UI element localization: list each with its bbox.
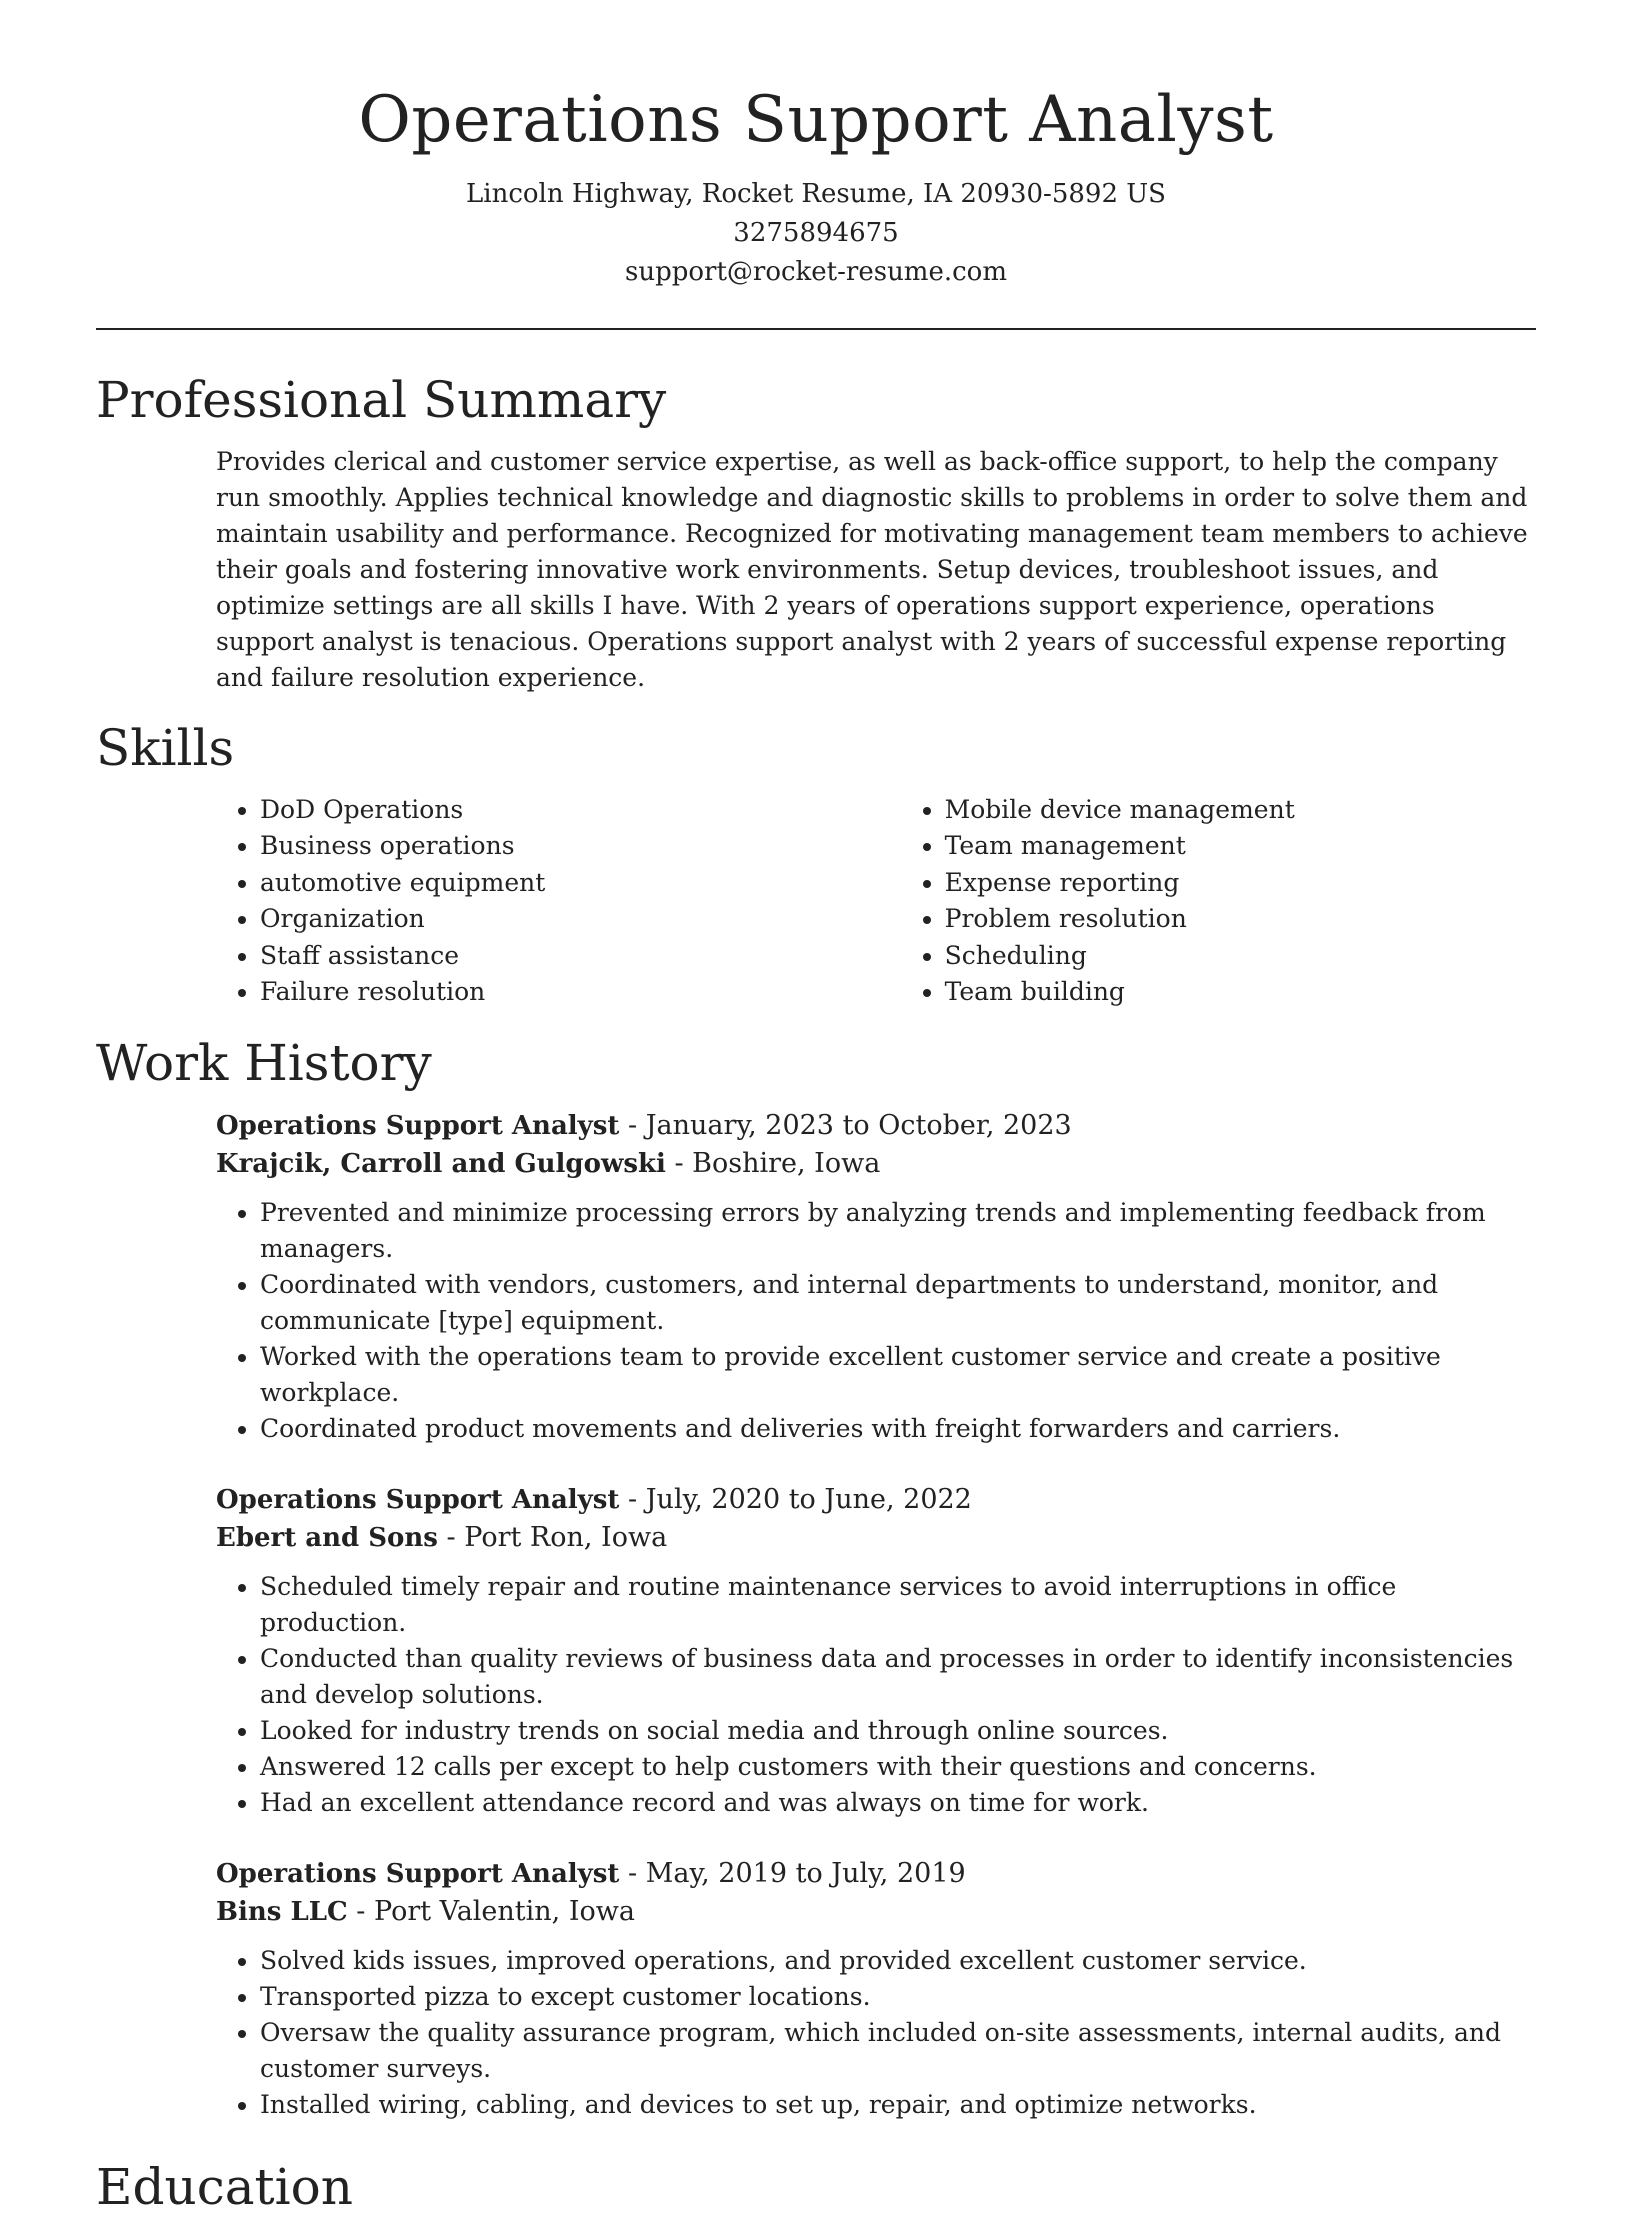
header-divider [96,328,1536,330]
skills-list-right [901,792,1536,1011]
job-entry [216,1855,1536,2123]
job-title-line: Operations Support Analyst - January, 2023 to October, 2023 [216,1109,1072,1141]
job-title-line: Operations Support Analyst - May, 2019 to July, 2019 [216,1857,966,1889]
skill-item: • Mobile device management [945,792,1536,829]
job-title-line: Operations Support Analyst - July, 2020 to June, 2022 [216,1483,972,1515]
job-bullet: • Scheduled timely repair and routine maintenance services to avoid interruptions in office production. [260,1569,1536,1641]
work-history-heading: Work History [96,1033,432,1092]
contact-address: Lincoln Highway, Rocket Resume, IA 20930-5892 US [466,178,1166,209]
job-bullet: • Oversaw the quality assurance program, which included on-site assessments, internal audits, and customer surveys. [260,2015,1536,2087]
job-bullet: • Worked with the operations team to provide excellent customer service and create a positive workplace. [260,1339,1536,1411]
job-bullets [216,1569,1536,1821]
work-history-section [96,1033,1536,2123]
job-dates: May, 2019 to July, 2019 [645,1857,966,1889]
job-title: Operations Support Analyst [216,1110,620,1141]
summary-section [96,370,1536,696]
skills-heading: Skills [96,718,235,777]
candidate-title: Operations Support Analyst [358,83,1274,157]
resume-header [96,0,1536,292]
job-company-line: Krajcik, Carroll and Gulgowski - Boshire, Iowa [216,1147,881,1179]
job-bullet: • Transported pizza to except customer locations. [260,1979,1536,2015]
job-entry [216,1107,1536,1447]
skill-item: • Expense reporting [945,865,1536,902]
resume-page [96,0,1536,2231]
job-bullets [216,1943,1536,2123]
job-company: Ebert and Sons [216,1522,438,1553]
education-heading: Education [96,2157,353,2216]
skill-item: • DoD Operations [260,792,901,829]
skill-item: • automotive equipment [260,865,901,902]
job-dates: January, 2023 to October, 2023 [645,1109,1072,1141]
summary-heading: Professional Summary [96,370,667,429]
job-dates: July, 2020 to June, 2022 [645,1483,972,1515]
skill-item: • Business operations [260,828,901,865]
education-section [96,2157,1536,2217]
contact-email: support@rocket-resume.com [624,256,1007,287]
summary-text: Provides clerical and customer service expertise, as well as back-office support, to help the company run smoothly. Applies technical knowledge and diagnostic skills to problems in order to solve them and maintain usability and performance. Recognized for motivating management team members to achieve their goals and fostering innovative work environments. Setup devices, troubleshoot issues, and optimize settings are all skills I have. With 2 years of operations support experience, operations support analyst is tenacious. Operations support analyst with 2 years of successful expense reporting and failure resolution experience. [216,446,1528,692]
job-company: Krajcik, Carroll and Gulgowski [216,1148,666,1179]
job-location: Port Ron, Iowa [464,1521,668,1553]
skills-list-left [216,792,901,1011]
job-bullet: • Answered 12 calls per except to help customers with their questions and concerns. [260,1749,1536,1785]
skill-item: • Staff assistance [260,938,901,975]
skill-item: • Failure resolution [260,974,901,1011]
job-location: Port Valentin, Iowa [374,1895,635,1927]
job-bullet: • Conducted than quality reviews of business data and processes in order to identify inconsistencies and develop solutions. [260,1641,1536,1713]
contact-phone: 3275894675 [733,217,899,248]
skill-item: • Team building [945,974,1536,1011]
job-bullet: • Prevented and minimize processing errors by analyzing trends and implementing feedback from managers. [260,1195,1536,1267]
job-company-line: Ebert and Sons - Port Ron, Iowa [216,1521,668,1553]
job-entry [216,1481,1536,1821]
job-title: Operations Support Analyst [216,1858,620,1889]
job-company: Bins LLC [216,1896,348,1927]
job-bullet: • Coordinated product movements and deliveries with freight forwarders and carriers. [260,1411,1536,1447]
job-company-line: Bins LLC - Port Valentin, Iowa [216,1895,635,1927]
job-title: Operations Support Analyst [216,1484,620,1515]
job-bullets [216,1195,1536,1447]
skill-item: • Organization [260,901,901,938]
job-bullet: • Had an excellent attendance record and was always on time for work. [260,1785,1536,1821]
skill-item: • Scheduling [945,938,1536,975]
skill-item: • Team management [945,828,1536,865]
job-bullet: • Solved kids issues, improved operations, and provided excellent customer service. [260,1943,1536,1979]
job-bullet: • Installed wiring, cabling, and devices to set up, repair, and optimize networks. [260,2087,1536,2123]
job-bullet: • Coordinated with vendors, customers, and internal departments to understand, monitor, and communicate [type] equipment. [260,1267,1536,1339]
job-bullet: • Looked for industry trends on social media and through online sources. [260,1713,1536,1749]
job-location: Boshire, Iowa [692,1147,881,1179]
skill-item: • Problem resolution [945,901,1536,938]
skills-section [96,718,1536,1011]
skills-columns [96,792,1536,1011]
